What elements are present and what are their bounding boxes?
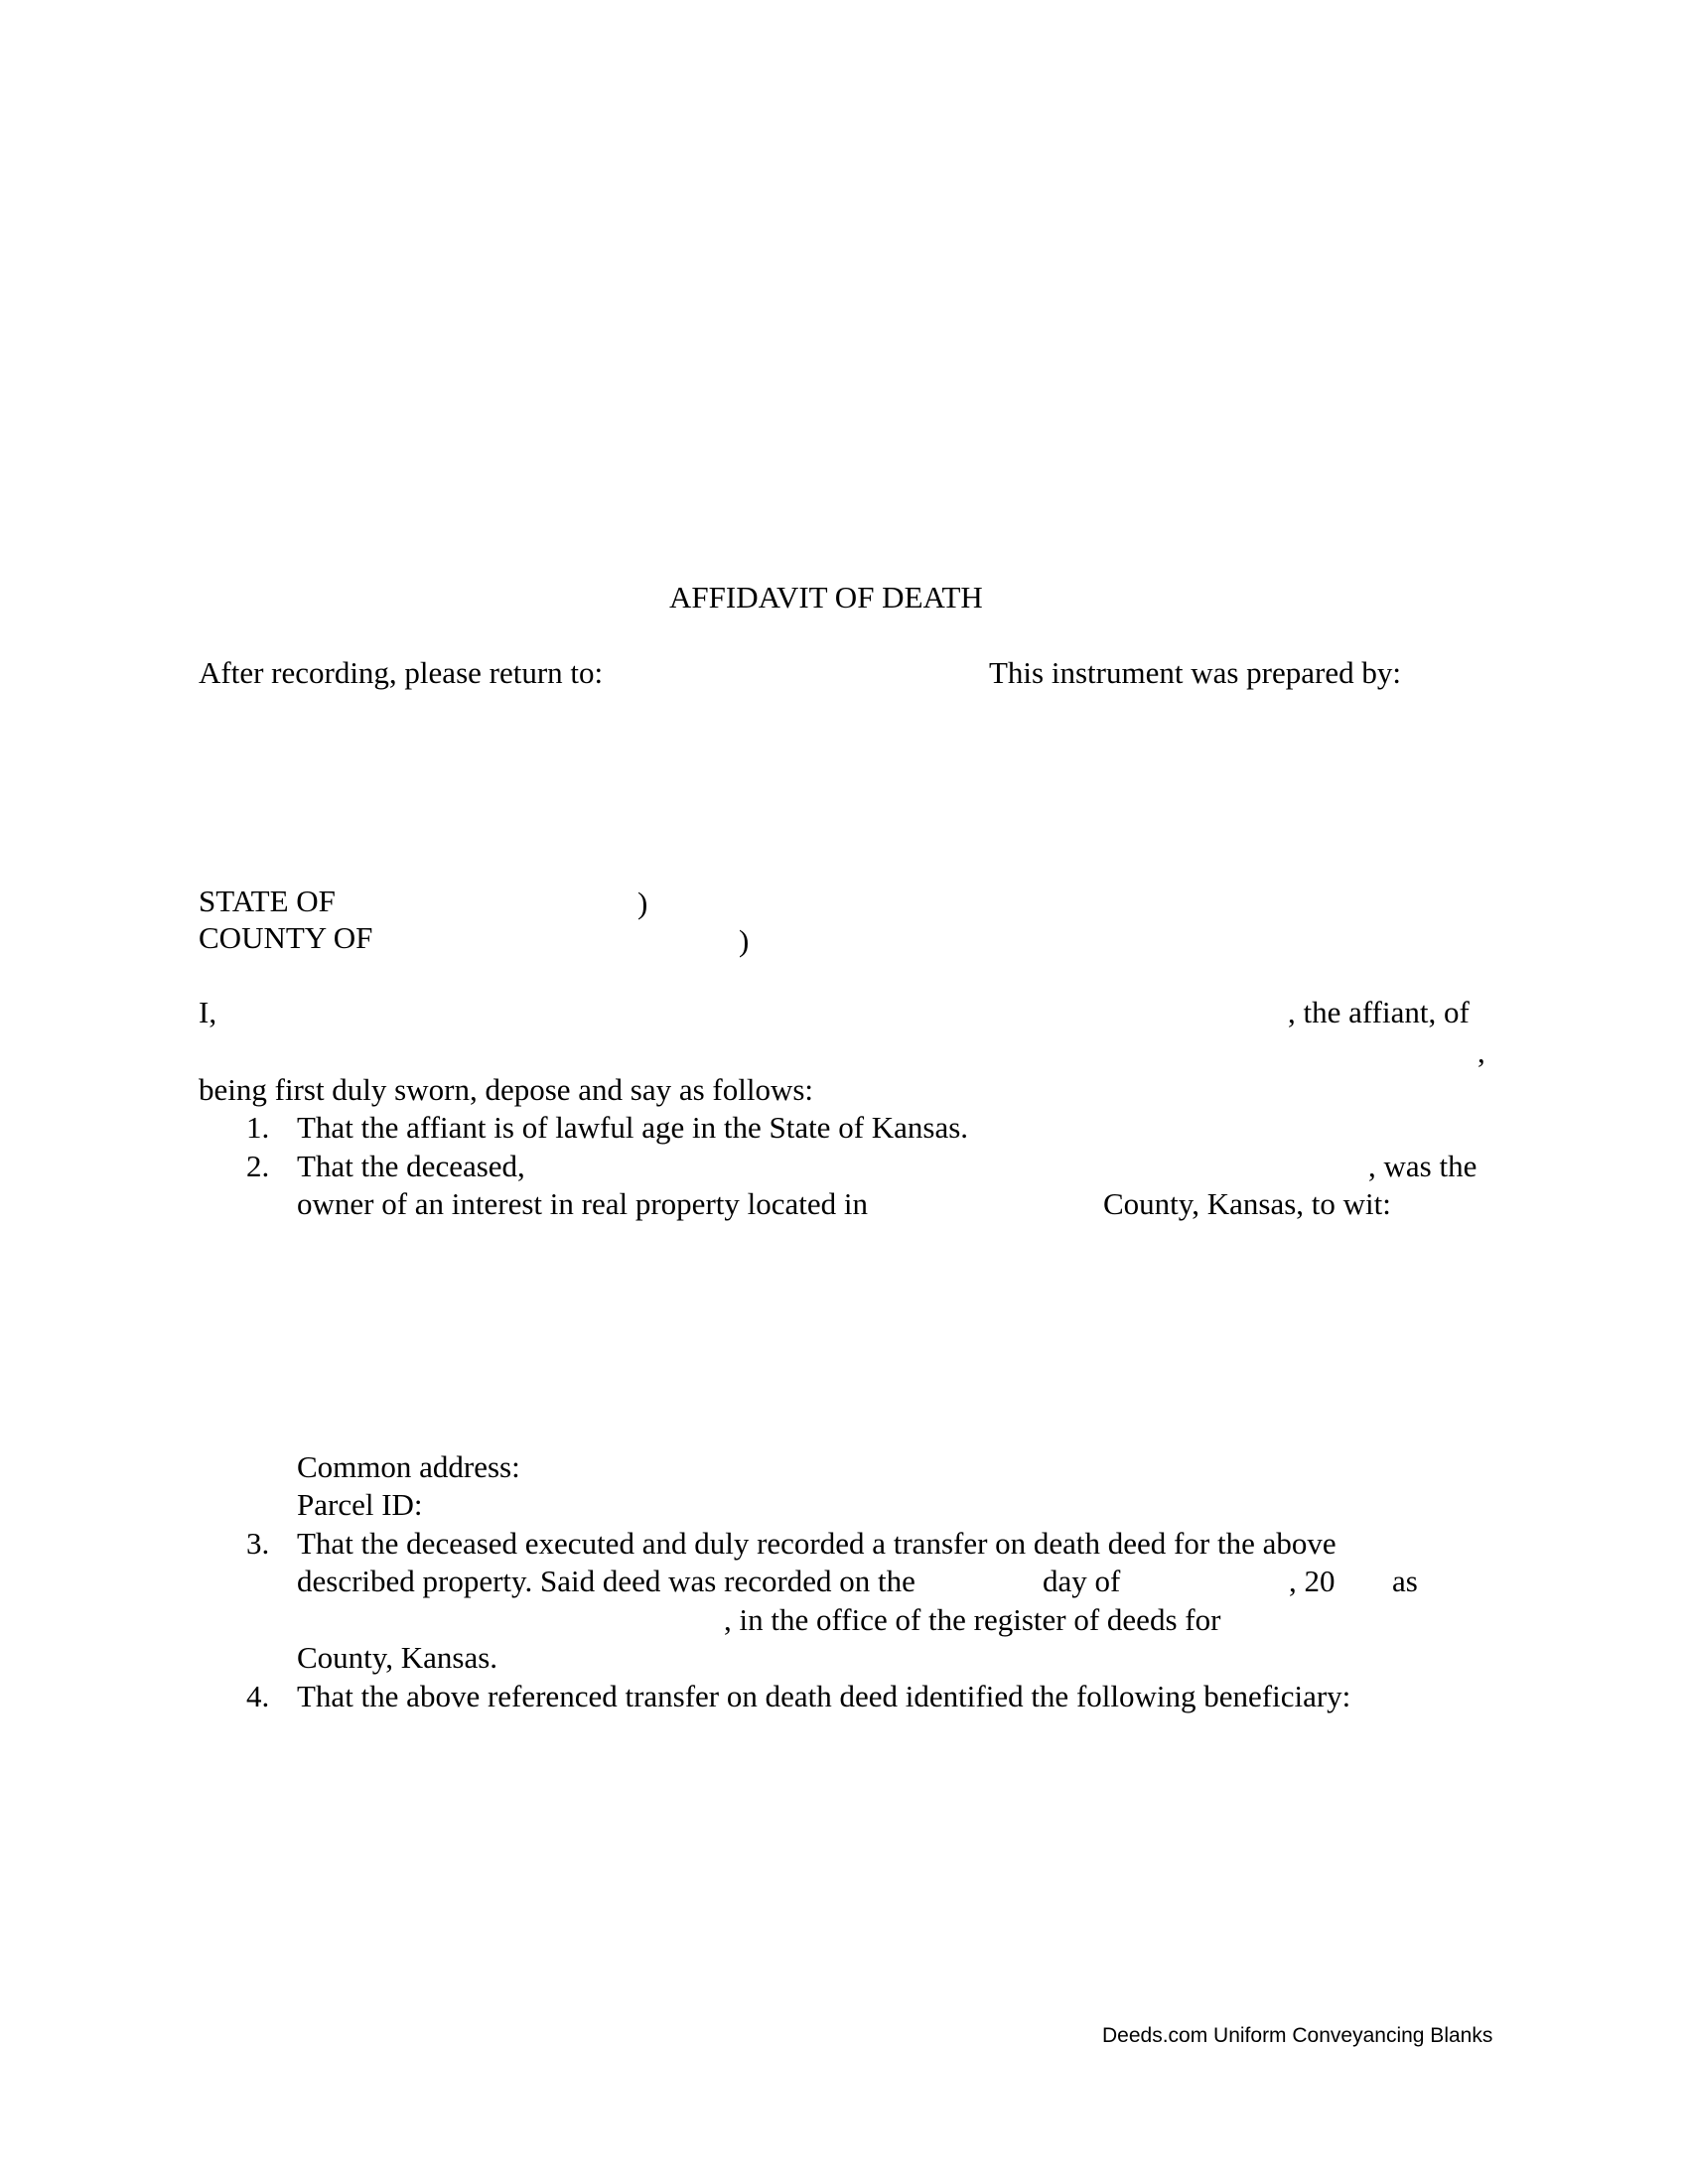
item-2-line2: owner of an interest in real property located in bbox=[297, 1186, 868, 1221]
item-3-year: , 20 bbox=[1289, 1564, 1336, 1598]
return-to-label: After recording, please return to: bbox=[199, 655, 604, 690]
item-3-as: as bbox=[1392, 1564, 1418, 1598]
item-2-number: 2. bbox=[246, 1149, 270, 1183]
item-2-line1: That the deceased, bbox=[297, 1149, 525, 1183]
prepared-by-label: This instrument was prepared by: bbox=[989, 655, 1401, 690]
affiant-of-text: , the affiant, of bbox=[1288, 995, 1470, 1029]
county-paren: ) bbox=[739, 923, 750, 958]
state-paren: ) bbox=[637, 886, 648, 920]
item-3-line4: County, Kansas. bbox=[297, 1640, 498, 1675]
item-4-number: 4. bbox=[246, 1679, 270, 1713]
document-title: AFFIDAVIT OF DEATH bbox=[669, 580, 983, 614]
sworn-line: being first duly sworn, depose and say as follows: bbox=[199, 1072, 814, 1107]
footer-credit: Deeds.com Uniform Conveyancing Blanks bbox=[1102, 2024, 1493, 2047]
item-3-line3: , in the office of the register of deeds for bbox=[724, 1602, 1221, 1637]
item-3-line2: described property. Said deed was recorded on the bbox=[297, 1564, 915, 1598]
item-2-line1-tail: , was the bbox=[1368, 1149, 1477, 1183]
item-1-text: That the affiant is of lawful age in the State of Kansas. bbox=[297, 1110, 969, 1145]
parcel-id-label: Parcel ID: bbox=[297, 1487, 423, 1522]
item-1-number: 1. bbox=[246, 1110, 270, 1145]
common-address-label: Common address: bbox=[297, 1449, 520, 1484]
affiant-i-label: I, bbox=[199, 995, 217, 1029]
item-4-text: That the above referenced transfer on death deed identified the following beneficiary: bbox=[297, 1679, 1351, 1713]
item-3-line1: That the deceased executed and duly recorded a transfer on death deed for the above bbox=[297, 1526, 1336, 1561]
item-3-number: 3. bbox=[246, 1526, 270, 1561]
state-label: STATE OF bbox=[199, 884, 336, 918]
affiant-comma: , bbox=[1477, 1034, 1485, 1069]
county-label: COUNTY OF bbox=[199, 920, 373, 955]
item-2-line2-tail: County, Kansas, to wit: bbox=[1103, 1186, 1391, 1221]
item-3-day-of: day of bbox=[1043, 1564, 1121, 1598]
